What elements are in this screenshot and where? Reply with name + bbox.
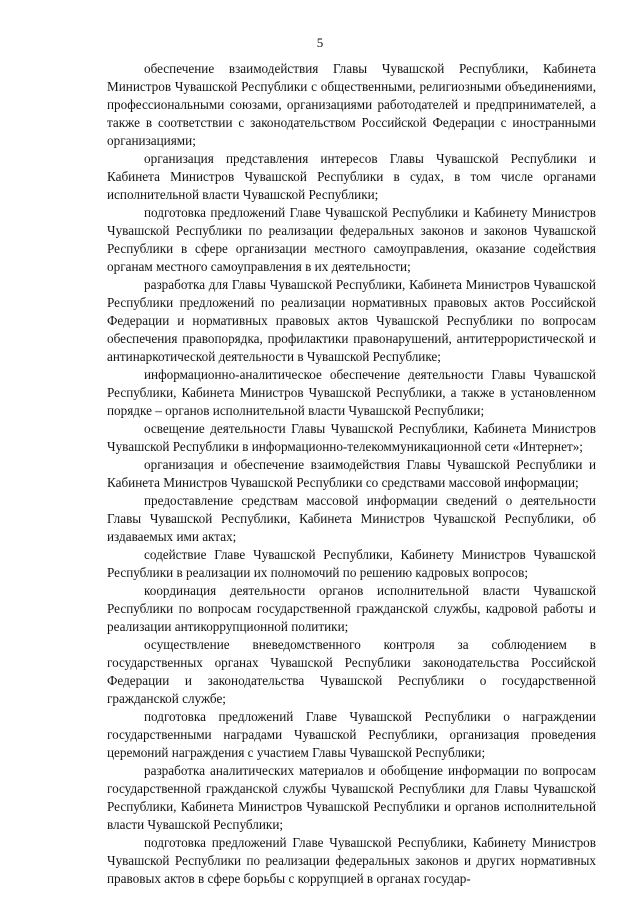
paragraph: предоставление средствам массовой информации сведений о деятельности Главы Чувашской Республики, Кабинета Министров Чувашской Республики, об издаваемых ими актах; bbox=[107, 493, 596, 544]
paragraph: содействие Главе Чувашской Республики, Кабинету Министров Чувашской Республики в реализации их полномочий по решению кадровых вопросов; bbox=[107, 547, 596, 580]
paragraph: разработка аналитических материалов и обобщение информации по вопросам государственной гражданской службы Чувашской Республики для Главы Чувашской Республики, Кабинета Министров Чувашской Республики и органов исполнительной власти Чувашской Республики; bbox=[107, 763, 596, 832]
paragraph: обеспечение взаимодействия Главы Чувашской Республики, Кабинета Министров Чувашской Республики с общественными, религиозными объединениями, профессиональными союзами, организациями работодателей и предпринимателей, а также в соответствии с законодательством Российской Федерации с иностранными организациями; bbox=[107, 61, 596, 148]
paragraph: подготовка предложений Главе Чувашской Республики и Кабинету Министров Чувашской Республики по реализации федеральных законов и законов Чувашской Республики в сфере организации местного самоуправления, оказание содействия органам местного самоуправления в их деятельности; bbox=[107, 205, 596, 274]
paragraph: организация представления интересов Главы Чувашской Республики и Кабинета Министров Чувашской Республики в судах, в том числе органами исполнительной власти Чувашской Республики; bbox=[107, 151, 596, 202]
paragraph: разработка для Главы Чувашской Республики, Кабинета Министров Чувашской Республики предложений по реализации нормативных правовых актов Российской Федерации и нормативных правовых актов Чувашской Республики по вопросам обеспечения правопорядка, профилактики правонарушений, антитеррористической и антинаркотической деятельности в Чувашской Республике; bbox=[107, 277, 596, 364]
paragraph: подготовка предложений Главе Чувашской Республики о награждении государственными наградами Чувашской Республики, организация проведения церемоний награждения с участием Главы Чувашской Республики; bbox=[107, 709, 596, 760]
paragraph: подготовка предложений Главе Чувашской Республики, Кабинету Министров Чувашской Республики по реализации федеральных законов и других нормативных правовых актов в сфере борьбы с коррупцией в органах государ- bbox=[107, 835, 596, 886]
document-body bbox=[107, 60, 596, 888]
paragraph: освещение деятельности Главы Чувашской Республики, Кабинета Министров Чувашской Республики в информационно-телекоммуникационной сети «Интернет»; bbox=[107, 421, 596, 454]
paragraph: осуществление вневедомственного контроля за соблюдением в государственных органах Чувашской Республики законодательства Российской Федерации и законодательства Чувашской Республики о государственной гражданской службе; bbox=[107, 637, 596, 706]
page-number: 5 bbox=[316, 35, 324, 50]
paragraph: координация деятельности органов исполнительной власти Чувашской Республики по вопросам государственной гражданской службы, кадровой работы и реализации антикоррупционной политики; bbox=[107, 583, 596, 634]
paragraph: информационно-аналитическое обеспечение деятельности Главы Чувашской Республики, Кабинета Министров Чувашской Республики, а также в установленном порядке – органов исполнительной власти Чувашской Республики; bbox=[107, 367, 596, 418]
paragraph: организация и обеспечение взаимодействия Главы Чувашской Республики и Кабинета Министров Чувашской Республики со средствами массовой информации; bbox=[107, 457, 596, 490]
